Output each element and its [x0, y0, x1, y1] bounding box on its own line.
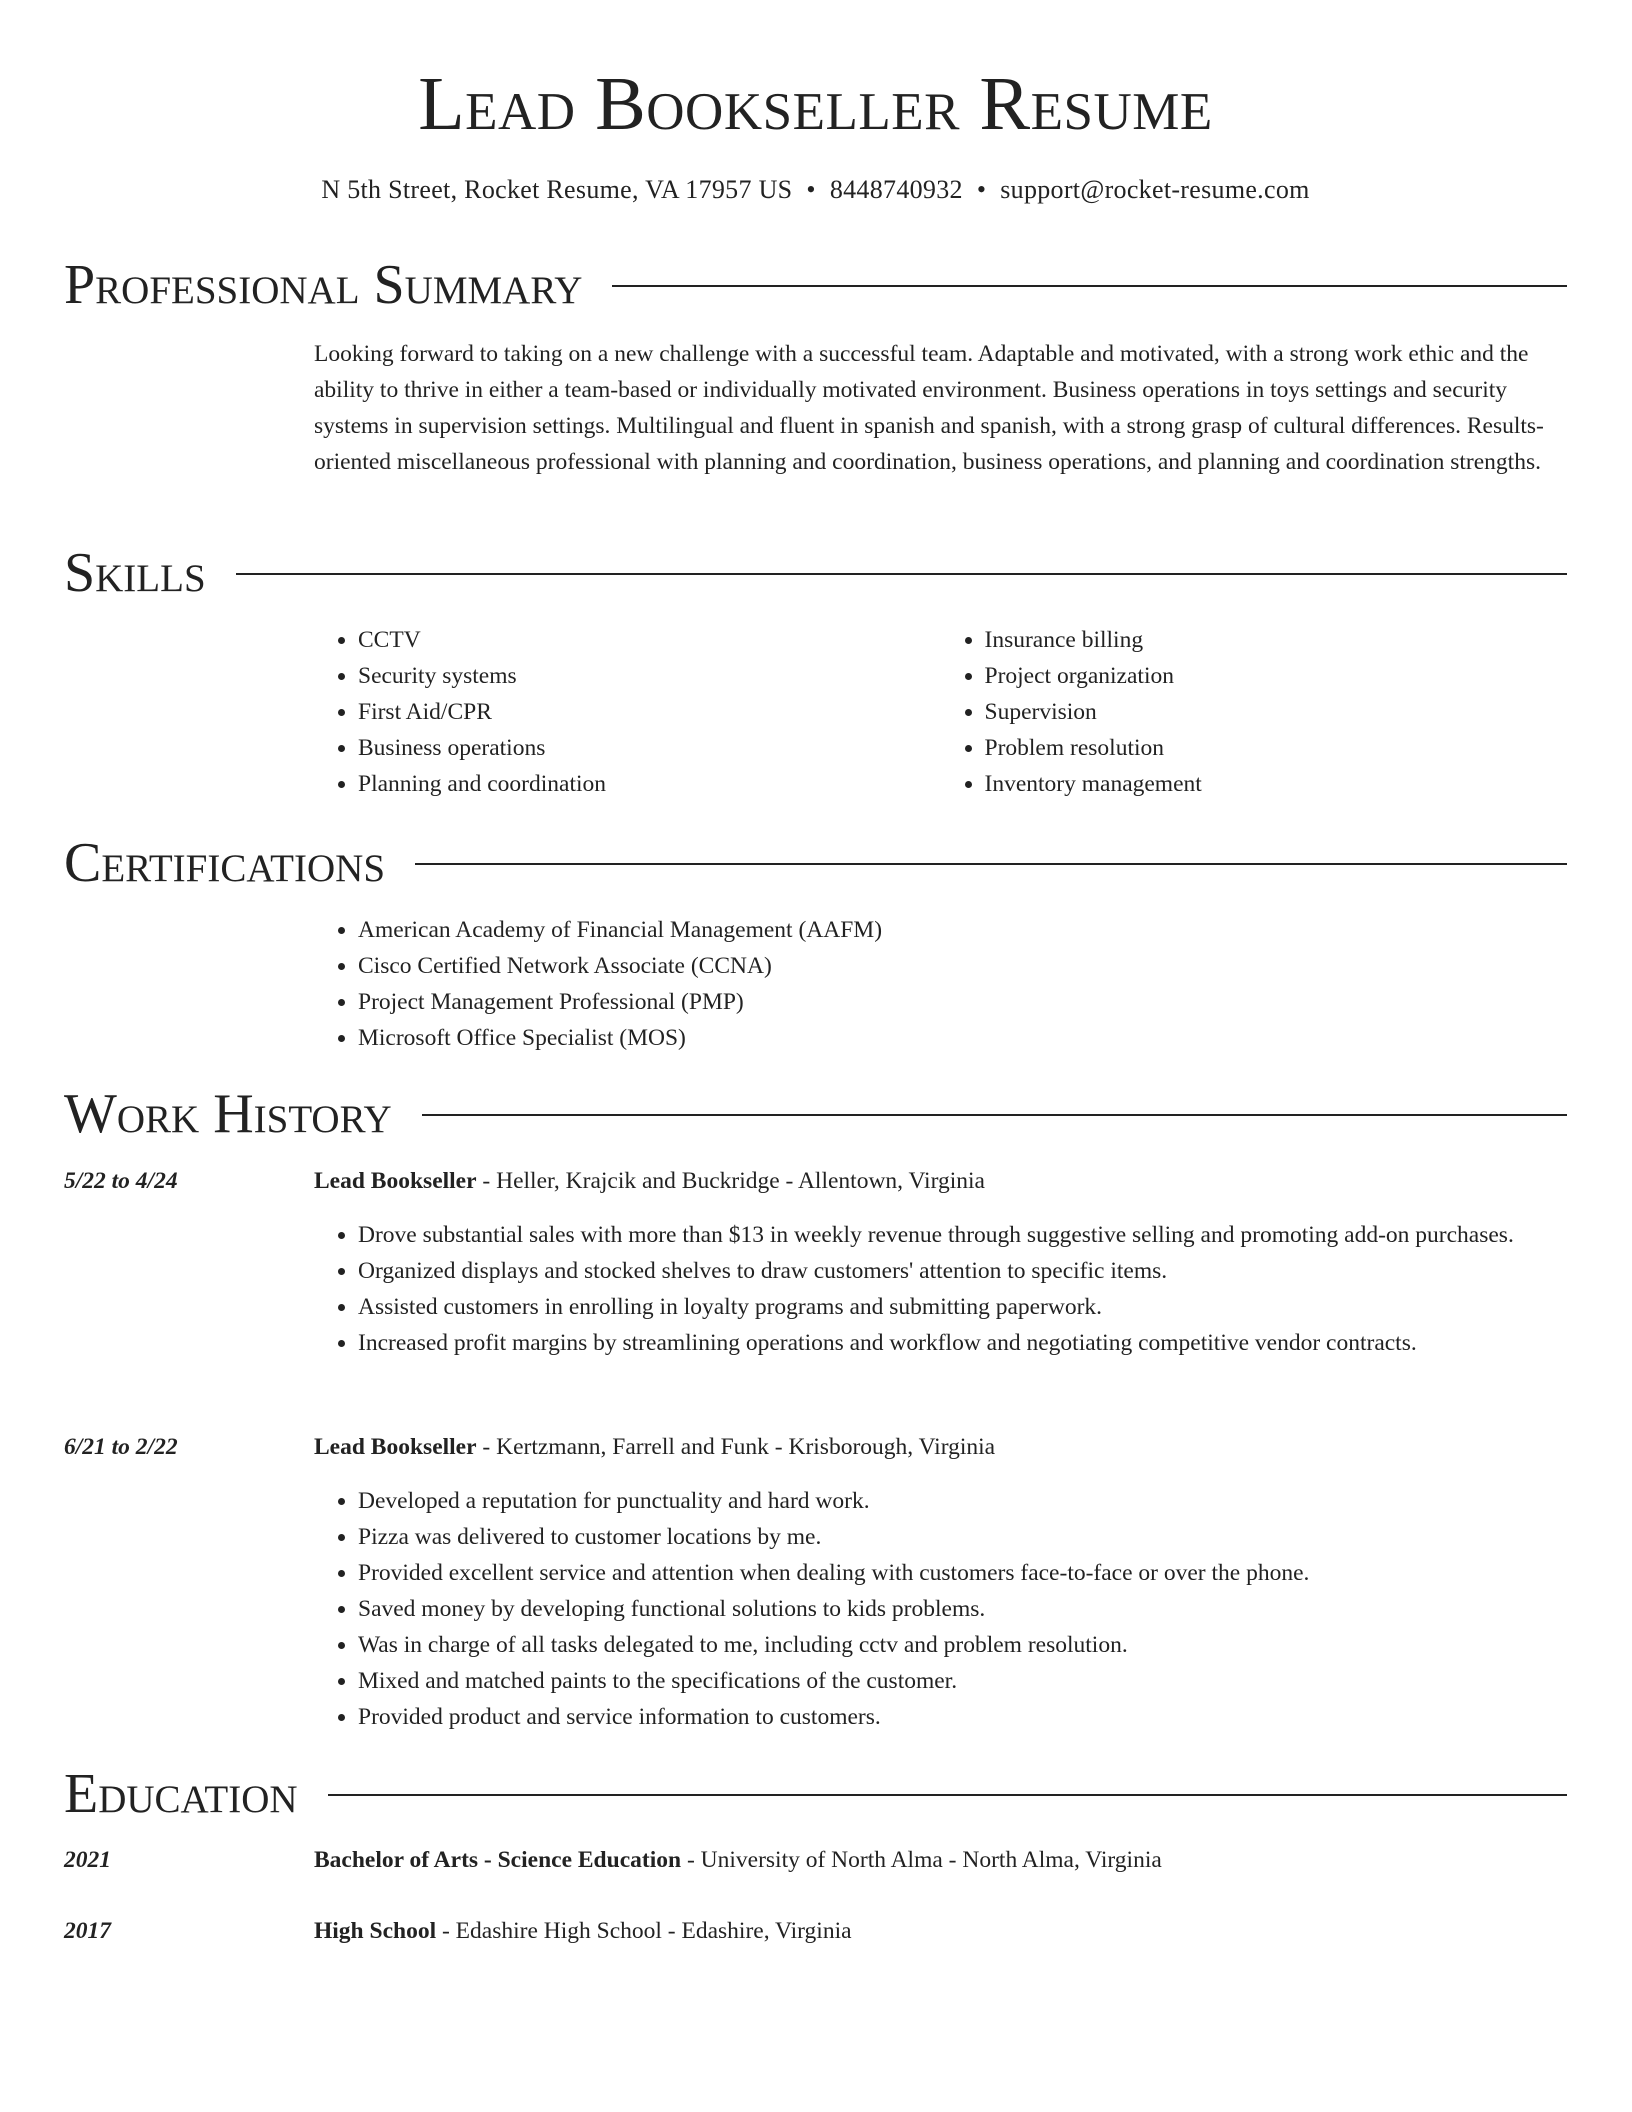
- section-header-work-history: [64, 1083, 1567, 1145]
- section-header-certifications: [64, 832, 1567, 894]
- skill-item: • Security systems: [358, 658, 941, 694]
- education-year: 2017: [64, 1918, 111, 1944]
- job-bullet: • Organized displays and stocked shelves to draw customers' attention to specific items.: [358, 1253, 1567, 1289]
- section-header-skills: [64, 542, 1567, 604]
- resume-title: Lead Bookseller Resume: [418, 62, 1213, 146]
- job-heading: [314, 1163, 1567, 1199]
- skill-item: • Planning and coordination: [358, 766, 941, 802]
- contact-email: support@rocket-resume.com: [1000, 175, 1310, 204]
- job-bullet: • Was in charge of all tasks delegated to me, including cctv and problem resolution.: [358, 1627, 1567, 1663]
- section-title: Education: [64, 1763, 298, 1825]
- certifications-bullets: [314, 912, 1567, 1056]
- contact-separator: •: [976, 175, 987, 204]
- skills-column-right: [941, 622, 1568, 802]
- job-heading: [314, 1429, 1567, 1465]
- skill-item: • Business operations: [358, 730, 941, 766]
- skill-item: • Supervision: [985, 694, 1568, 730]
- certification-item: • Project Management Professional (PMP): [358, 984, 1567, 1020]
- education-degree: High School: [314, 1918, 437, 1944]
- skills-list: [314, 622, 1567, 802]
- job-bullet: • Provided product and service information to customers.: [358, 1699, 1567, 1735]
- job-dates: 6/21 to 2/22: [64, 1434, 178, 1460]
- job-bullet: • Developed a reputation for punctuality and hard work.: [358, 1483, 1567, 1519]
- job-employer: - Kertzmann, Farrell and Funk - Krisborough, Virginia: [476, 1434, 996, 1460]
- contact-line: [64, 172, 1567, 208]
- summary-paragraph: Looking forward to taking on a new challenge with a successful team. Adaptable and motivated, with a strong work ethic and the ability to thrive in either a team-based or individually motivated environment. Business operations in toys settings and security systems in supervision settings. Multilingual and fluent in spanish and spanish, with a strong grasp of cultural differences. Results-oriented miscellaneous professional with planning and coordination, business operations, and planning and coordination strengths.: [314, 341, 1544, 475]
- contact-phone: 8448740932: [829, 175, 963, 204]
- job-entry: [314, 1163, 1567, 1361]
- job-bullet: • Provided excellent service and attention when dealing with customers face-to-face or over the phone.: [358, 1555, 1567, 1591]
- certification-item: • American Academy of Financial Management (AAFM): [358, 912, 1567, 948]
- job-dates: 5/22 to 4/24: [64, 1168, 178, 1194]
- job-entry: [314, 1429, 1567, 1735]
- section-divider: [328, 1794, 1567, 1796]
- education-entry: [314, 1913, 1567, 1949]
- job-bullet: • Pizza was delivered to customer locations by me.: [358, 1519, 1567, 1555]
- section-divider: [612, 285, 1567, 287]
- education-year: 2021: [64, 1847, 111, 1873]
- certification-item: • Cisco Certified Network Associate (CCNA): [358, 948, 1567, 984]
- certification-item: • Microsoft Office Specialist (MOS): [358, 1020, 1567, 1056]
- education-degree: Bachelor of Arts - Science Education: [314, 1847, 682, 1873]
- education-entry: [314, 1842, 1567, 1878]
- section-divider: [415, 863, 1567, 865]
- skill-item: • Problem resolution: [985, 730, 1568, 766]
- job-bullet: • Mixed and matched paints to the specifications of the customer.: [358, 1663, 1567, 1699]
- section-divider: [422, 1114, 1567, 1116]
- section-header-summary: [64, 254, 1567, 316]
- section-divider: [236, 573, 1567, 575]
- skills-column-left: [314, 622, 941, 802]
- skill-item: • Inventory management: [985, 766, 1568, 802]
- job-bullet: • Assisted customers in enrolling in loyalty programs and submitting paperwork.: [358, 1289, 1567, 1325]
- contact-address: N 5th Street, Rocket Resume, VA 17957 US: [321, 175, 793, 204]
- job-bullets: [314, 1483, 1567, 1735]
- contact-separator: •: [806, 175, 816, 204]
- education-school: - University of North Alma - North Alma, Virginia: [681, 1847, 1162, 1873]
- section-title: Certifications: [64, 832, 386, 894]
- section-title: Professional Summary: [64, 254, 583, 316]
- section-title: Skills: [64, 542, 206, 604]
- skill-item: • Project organization: [985, 658, 1568, 694]
- job-employer: - Heller, Krajcik and Buckridge - Allentown, Virginia: [476, 1168, 985, 1194]
- section-title: Work History: [64, 1083, 392, 1145]
- education-school: - Edashire High School - Edashire, Virginia: [436, 1918, 852, 1944]
- job-title: Lead Bookseller: [314, 1434, 477, 1460]
- skill-item: • First Aid/CPR: [358, 694, 941, 730]
- skill-item: • CCTV: [358, 622, 941, 658]
- job-bullet: • Drove substantial sales with more than $13 in weekly revenue through suggestive selling and promoting add-on purchases.: [358, 1217, 1567, 1253]
- job-bullet: • Increased profit margins by streamlining operations and workflow and negotiating competitive vendor contracts.: [358, 1325, 1567, 1361]
- job-bullets: [314, 1217, 1567, 1361]
- certifications-list: [314, 912, 1567, 1056]
- job-title: Lead Bookseller: [314, 1168, 477, 1194]
- job-bullet: • Saved money by developing functional solutions to kids problems.: [358, 1591, 1567, 1627]
- skill-item: • Insurance billing: [985, 622, 1568, 658]
- section-header-education: [64, 1763, 1567, 1825]
